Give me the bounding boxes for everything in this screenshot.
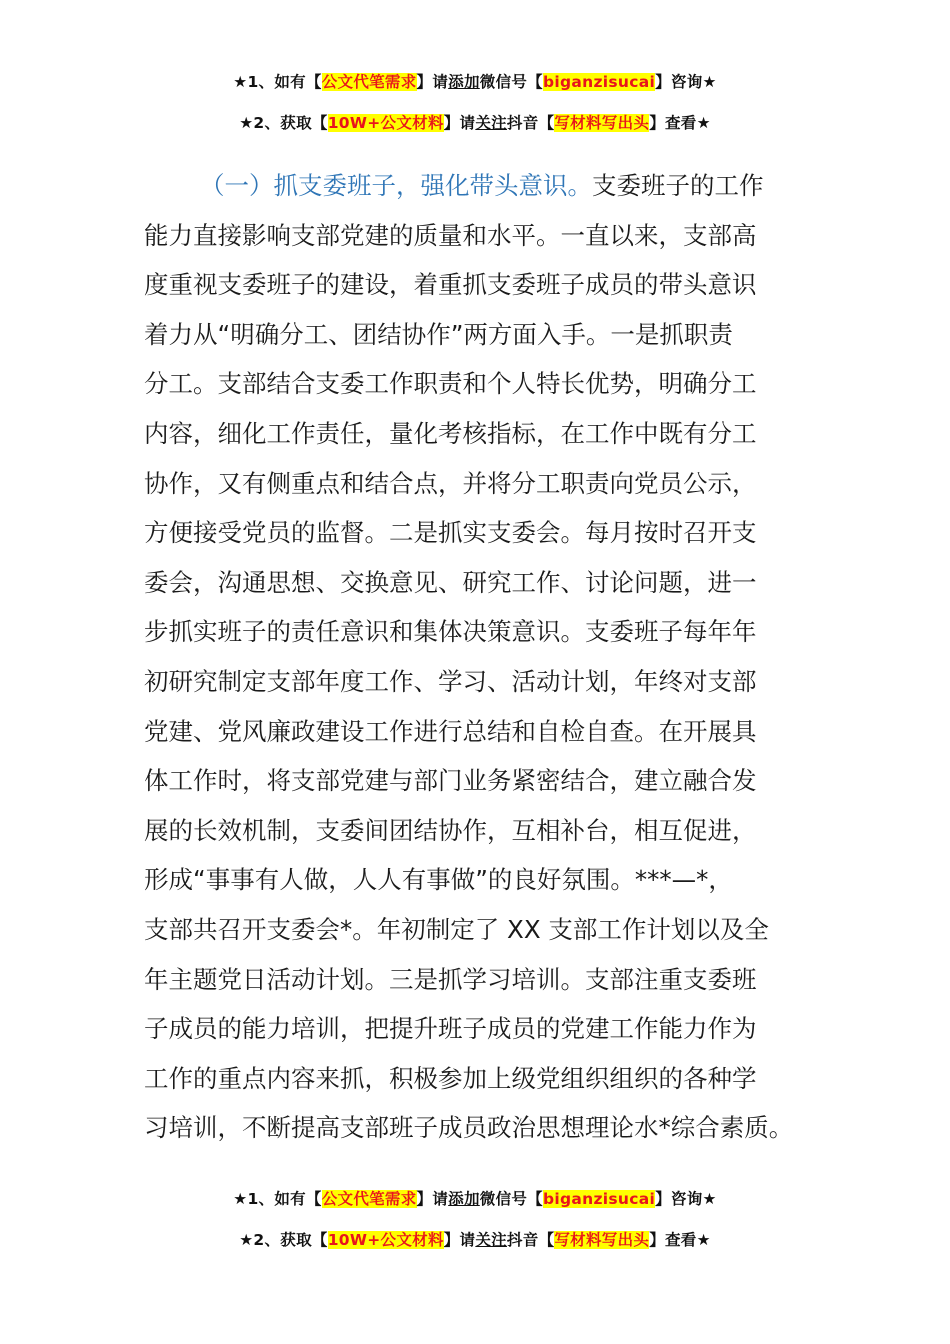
banner-highlight: 10W+公文材料 — [327, 1231, 444, 1249]
article-line: 体工作时，将支部党建与部门业务紧密结合，建立融合发 — [144, 766, 757, 796]
banner-text: ★1、如有【 — [233, 1190, 322, 1208]
banner-text: 抖音【 — [506, 1231, 555, 1249]
article-line: 工作的重点内容来抓，积极参加上级党组织组织的各种学 — [144, 1063, 757, 1093]
banner-text: 】请 — [416, 73, 449, 91]
article-line: 习培训，不断提高支部班子成员政治思想理论水*综合素质。 — [144, 1113, 794, 1143]
article-line: 年主题党日活动计划。三是抓学习培训。支部注重支委班 — [144, 964, 757, 994]
banner-underlined: 关注 — [475, 1231, 507, 1249]
article-line: 形成“事事有人做，人人有事做”的良好氛围。***—*， — [144, 865, 733, 895]
promo-banner-line-1 — [0, 1187, 950, 1209]
article-line: 支部共召开支委会*。年初制定了 XX 支部工作计划以及全 — [144, 914, 769, 944]
promo-banner-line-1 — [0, 70, 950, 92]
article-line: 方便接受党员的监督。二是抓实支委会。每月按时召开支 — [144, 518, 757, 548]
article-line: 步抓实班子的责任意识和集体决策意识。支委班子每年年 — [144, 617, 757, 647]
banner-text: 微信号【 — [479, 1190, 543, 1208]
banner-highlight: 公文代笔需求 — [321, 1190, 417, 1208]
banner-text: 】查看★ — [649, 1231, 711, 1249]
banner-text: 】查看★ — [649, 114, 711, 132]
section-heading: （一）抓支委班子，强化带头意识。 — [200, 171, 592, 200]
promo-banner-line-2 — [0, 111, 950, 133]
article-line: 着力从“明确分工、团结协作”两方面入手。一是抓职责 — [144, 319, 733, 349]
article-line: 子成员的能力培训，把提升班子成员的党建工作能力作为 — [144, 1014, 757, 1044]
article-line: 协作，又有侧重点和结合点，并将分工职责向党员公示， — [144, 468, 757, 498]
banner-text: 】咨询★ — [655, 1190, 717, 1208]
banner-underlined: 添加 — [448, 1190, 480, 1208]
article-body — [144, 161, 814, 1153]
article-line: 党建、党风廉政建设工作进行总结和自检自查。在开展具 — [144, 716, 757, 746]
banner-underlined: 添加 — [448, 73, 480, 91]
article-line: 委会，沟通思想、交换意见、研究工作、讨论问题，进一 — [144, 567, 757, 597]
banner-highlight: 写材料写出头 — [554, 114, 650, 132]
banner-text: 微信号【 — [479, 73, 543, 91]
banner-text: 】请 — [443, 114, 476, 132]
article-line: 展的长效机制，支委间团结协作，互相补台，相互促进， — [144, 815, 757, 845]
promo-banner-line-2 — [0, 1228, 950, 1250]
banner-text: ★1、如有【 — [233, 73, 322, 91]
banner-text: 抖音【 — [506, 114, 555, 132]
banner-text: ★2、获取【 — [239, 1231, 328, 1249]
banner-highlight: 写材料写出头 — [554, 1231, 650, 1249]
article-line: 内容，细化工作责任，量化考核指标，在工作中既有分工 — [144, 418, 757, 448]
article-text: 支委班子的工作 — [592, 171, 764, 200]
article-line: 分工。支部结合支委工作职责和个人特长优势，明确分工 — [144, 369, 757, 399]
article-line: 度重视支委班子的建设，着重抓支委班子成员的带头意识 — [144, 270, 757, 300]
banner-highlight: 公文代笔需求 — [321, 73, 417, 91]
article-line: 能力直接影响支部党建的质量和水平。一直以来，支部高 — [144, 220, 757, 250]
banner-highlight: biganzisucai — [542, 73, 656, 91]
article-line — [144, 161, 814, 211]
banner-text: 】咨询★ — [655, 73, 717, 91]
banner-highlight: 10W+公文材料 — [327, 114, 444, 132]
banner-underlined: 关注 — [475, 114, 507, 132]
banner-text: ★2、获取【 — [239, 114, 328, 132]
banner-highlight: biganzisucai — [542, 1190, 656, 1208]
banner-text: 】请 — [443, 1231, 476, 1249]
article-line: 初研究制定支部年度工作、学习、活动计划，年终对支部 — [144, 666, 757, 696]
banner-text: 】请 — [416, 1190, 449, 1208]
